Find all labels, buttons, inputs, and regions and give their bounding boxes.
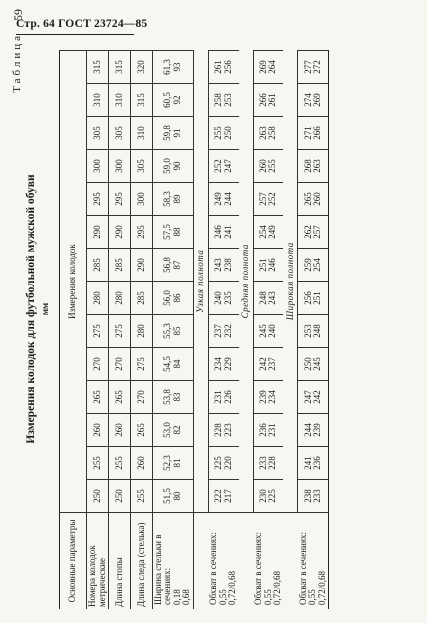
table-cell: 285 bbox=[87, 249, 109, 282]
table-cell bbox=[253, 480, 283, 513]
value-2: 263 bbox=[312, 159, 323, 173]
value-2: 239 bbox=[312, 423, 323, 437]
table-cell bbox=[153, 150, 194, 183]
value-2: 246 bbox=[267, 258, 278, 272]
value-2: 82 bbox=[171, 425, 182, 435]
table-cell bbox=[208, 348, 238, 381]
table-cell: 295 bbox=[109, 183, 131, 216]
value-1: 265 bbox=[302, 192, 313, 206]
table-cell: 300 bbox=[109, 150, 131, 183]
value-1: 251 bbox=[258, 258, 269, 272]
section-blank bbox=[193, 513, 208, 610]
header-params: Основные параметры bbox=[60, 513, 87, 610]
value-2: 232 bbox=[222, 324, 233, 338]
table-cell: 285 bbox=[109, 249, 131, 282]
value-2: 225 bbox=[267, 489, 278, 503]
table-cell bbox=[298, 249, 329, 282]
table-cell bbox=[208, 480, 238, 513]
section-title: Широкая полнота bbox=[283, 51, 298, 513]
table-cell bbox=[208, 84, 238, 117]
measurements-table bbox=[59, 50, 329, 609]
value-2: 251 bbox=[312, 291, 323, 305]
value-1: 274 bbox=[302, 93, 313, 107]
row-label-text: Обхват в сечениях: bbox=[253, 532, 264, 605]
table-cell bbox=[298, 480, 329, 513]
value-2: 254 bbox=[312, 258, 323, 272]
table-label: Таблица bbox=[11, 33, 23, 93]
value-1: 53,8 bbox=[162, 389, 173, 405]
table-cell: 260 bbox=[109, 414, 131, 447]
value-2: 83 bbox=[171, 392, 182, 402]
table-cell: 265 bbox=[87, 381, 109, 414]
row-sub-2: 0,72/0,68 bbox=[227, 570, 238, 605]
value-1: 254 bbox=[258, 225, 269, 239]
table-row bbox=[153, 51, 194, 610]
value-2: 236 bbox=[312, 456, 323, 470]
value-2: 269 bbox=[312, 93, 323, 107]
table-row bbox=[208, 51, 238, 610]
row-sub-1: 0,55 bbox=[262, 589, 273, 605]
table-cell bbox=[208, 216, 238, 249]
value-2: 85 bbox=[171, 326, 182, 336]
value-2: 229 bbox=[222, 357, 233, 371]
row-label: Длина следа (стелька) bbox=[131, 513, 153, 610]
table-cell: 310 bbox=[109, 84, 131, 117]
table-cell bbox=[153, 282, 194, 315]
value-1: 242 bbox=[258, 357, 269, 371]
value-2: 238 bbox=[222, 258, 233, 272]
value-1: 240 bbox=[213, 291, 224, 305]
value-2: 261 bbox=[267, 93, 278, 107]
table-cell bbox=[253, 84, 283, 117]
value-1: 225 bbox=[213, 456, 224, 470]
table-cell: 300 bbox=[87, 150, 109, 183]
table-cell bbox=[153, 51, 194, 84]
value-2: 240 bbox=[267, 324, 278, 338]
value-1: 52,3 bbox=[162, 455, 173, 471]
table-cell bbox=[298, 414, 329, 447]
table-row bbox=[87, 51, 109, 610]
table-cell bbox=[253, 150, 283, 183]
table-cell: 250 bbox=[87, 480, 109, 513]
table-cell bbox=[153, 480, 194, 513]
page-number: 59 bbox=[11, 9, 25, 21]
table-cell bbox=[208, 282, 238, 315]
row-label bbox=[298, 513, 329, 610]
value-1: 234 bbox=[213, 357, 224, 371]
value-1: 222 bbox=[213, 489, 224, 503]
row-sub-1: 0,18 bbox=[171, 589, 182, 605]
value-1: 241 bbox=[302, 456, 313, 470]
table-cell: 270 bbox=[87, 348, 109, 381]
table-cell bbox=[253, 315, 283, 348]
value-1: 244 bbox=[302, 423, 313, 437]
table-cell: 270 bbox=[109, 348, 131, 381]
table-row bbox=[131, 51, 153, 610]
table-cell: 290 bbox=[131, 249, 153, 282]
table-cell: 280 bbox=[87, 282, 109, 315]
table-cell: 295 bbox=[131, 216, 153, 249]
value-2: 260 bbox=[312, 192, 323, 206]
table-cell bbox=[208, 249, 238, 282]
table-cell: 290 bbox=[87, 216, 109, 249]
table-cell: 310 bbox=[87, 84, 109, 117]
value-1: 268 bbox=[302, 159, 313, 173]
value-1: 266 bbox=[258, 93, 269, 107]
value-1: 60,5 bbox=[162, 92, 173, 108]
row-sub-2: 0,72/0,68 bbox=[271, 570, 282, 605]
table-cell: 255 bbox=[87, 447, 109, 480]
rotated-table-page bbox=[7, 3, 417, 615]
table-cell bbox=[253, 348, 283, 381]
table-cell: 305 bbox=[131, 150, 153, 183]
value-1: 249 bbox=[213, 192, 224, 206]
table-cell: 280 bbox=[109, 282, 131, 315]
table-cell: 295 bbox=[87, 183, 109, 216]
value-1: 61,3 bbox=[162, 59, 173, 75]
table-cell: 260 bbox=[87, 414, 109, 447]
value-2: 257 bbox=[312, 225, 323, 239]
value-1: 259 bbox=[302, 258, 313, 272]
table-cell bbox=[253, 183, 283, 216]
value-1: 236 bbox=[258, 423, 269, 437]
table-cell bbox=[208, 414, 238, 447]
section-title-row bbox=[239, 51, 254, 610]
page-header: Стр. 64 ГОСТ 23724—85 bbox=[16, 18, 148, 30]
row-label-text: Обхват в сечениях: bbox=[208, 532, 219, 605]
row-sub-2: 0,72/0,68 bbox=[316, 570, 327, 605]
table-cell: 275 bbox=[109, 315, 131, 348]
value-2: 255 bbox=[267, 159, 278, 173]
value-1: 255 bbox=[213, 126, 224, 140]
value-2: 84 bbox=[171, 359, 182, 369]
row-label bbox=[208, 513, 238, 610]
value-1: 55,3 bbox=[162, 323, 173, 339]
table-cell bbox=[208, 315, 238, 348]
table-cell: 300 bbox=[131, 183, 153, 216]
table-cell bbox=[153, 381, 194, 414]
table-row bbox=[298, 51, 329, 610]
table-cell bbox=[153, 348, 194, 381]
table-cell bbox=[253, 447, 283, 480]
table-cell bbox=[298, 216, 329, 249]
table-cell: 315 bbox=[87, 51, 109, 84]
table-cell: 275 bbox=[87, 315, 109, 348]
row-label-text: Ширина стельки в сечениях: bbox=[153, 534, 173, 605]
row-label-text: Обхват в сечениях: bbox=[297, 532, 308, 605]
value-2: 90 bbox=[171, 161, 182, 171]
table-cell bbox=[253, 249, 283, 282]
table-cell bbox=[253, 117, 283, 150]
row-sub-1: 0,55 bbox=[307, 589, 318, 605]
table-cell: 275 bbox=[131, 348, 153, 381]
value-2: 223 bbox=[222, 423, 233, 437]
section-blank bbox=[283, 513, 298, 610]
value-2: 252 bbox=[267, 192, 278, 206]
value-1: 263 bbox=[258, 126, 269, 140]
value-2: 87 bbox=[171, 260, 182, 270]
table-cell bbox=[153, 447, 194, 480]
value-1: 258 bbox=[213, 93, 224, 107]
value-2: 217 bbox=[222, 489, 233, 503]
value-1: 59,8 bbox=[162, 125, 173, 141]
value-1: 54,5 bbox=[162, 356, 173, 372]
value-2: 256 bbox=[222, 60, 233, 74]
section-blank bbox=[239, 513, 254, 610]
value-1: 228 bbox=[213, 423, 224, 437]
row-label: Длина стопы bbox=[109, 513, 131, 610]
value-2: 92 bbox=[171, 95, 182, 105]
table-cell bbox=[298, 117, 329, 150]
table-cell bbox=[298, 381, 329, 414]
table-cell bbox=[153, 249, 194, 282]
table-cell bbox=[298, 84, 329, 117]
value-1: 231 bbox=[213, 390, 224, 404]
table-cell: 315 bbox=[109, 51, 131, 84]
value-2: 234 bbox=[267, 390, 278, 404]
table-cell bbox=[208, 51, 238, 84]
value-2: 247 bbox=[222, 159, 233, 173]
value-2: 245 bbox=[312, 357, 323, 371]
value-1: 53,0 bbox=[162, 422, 173, 438]
table-header-row bbox=[60, 51, 87, 610]
table-cell: 305 bbox=[109, 117, 131, 150]
value-2: 81 bbox=[171, 458, 182, 468]
table-cell: 315 bbox=[131, 84, 153, 117]
header-measurements: Измерения колодок bbox=[60, 51, 87, 513]
value-2: 237 bbox=[267, 357, 278, 371]
row-sub-1: 0,55 bbox=[217, 589, 228, 605]
value-2: 89 bbox=[171, 194, 182, 204]
value-1: 260 bbox=[258, 159, 269, 173]
row-label: Номера колодок метрические bbox=[87, 513, 109, 610]
table-cell bbox=[153, 315, 194, 348]
value-1: 56,8 bbox=[162, 257, 173, 273]
value-2: 80 bbox=[171, 491, 182, 501]
table-cell bbox=[153, 183, 194, 216]
value-2: 228 bbox=[267, 456, 278, 470]
value-2: 258 bbox=[267, 126, 278, 140]
value-1: 277 bbox=[302, 60, 313, 74]
row-sub-2: 0,68 bbox=[181, 589, 192, 605]
table-cell: 290 bbox=[109, 216, 131, 249]
value-1: 245 bbox=[258, 324, 269, 338]
value-2: 93 bbox=[171, 62, 182, 72]
value-2: 235 bbox=[222, 291, 233, 305]
table-cell bbox=[298, 150, 329, 183]
value-1: 59,0 bbox=[162, 158, 173, 174]
table-cell: 310 bbox=[131, 117, 153, 150]
value-1: 253 bbox=[302, 324, 313, 338]
table-cell: 260 bbox=[131, 447, 153, 480]
value-2: 231 bbox=[267, 423, 278, 437]
value-1: 247 bbox=[302, 390, 313, 404]
value-1: 243 bbox=[213, 258, 224, 272]
table-cell bbox=[208, 447, 238, 480]
table-cell bbox=[253, 381, 283, 414]
table-cell bbox=[298, 282, 329, 315]
table-cell: 250 bbox=[109, 480, 131, 513]
table-cell bbox=[298, 447, 329, 480]
table-cell bbox=[253, 282, 283, 315]
section-title: Средняя полнота bbox=[239, 51, 254, 513]
table-cell: 255 bbox=[131, 480, 153, 513]
value-1: 51,5 bbox=[162, 488, 173, 504]
value-2: 272 bbox=[312, 60, 323, 74]
value-1: 256 bbox=[302, 291, 313, 305]
value-1: 58,3 bbox=[162, 191, 173, 207]
value-2: 226 bbox=[222, 390, 233, 404]
table-cell bbox=[208, 183, 238, 216]
section-title-row bbox=[283, 51, 298, 610]
value-2: 233 bbox=[312, 489, 323, 503]
value-2: 244 bbox=[222, 192, 233, 206]
table-cell bbox=[208, 381, 238, 414]
value-2: 91 bbox=[171, 128, 182, 138]
value-2: 266 bbox=[312, 126, 323, 140]
value-2: 248 bbox=[312, 324, 323, 338]
value-1: 56,0 bbox=[162, 290, 173, 306]
table-cell: 285 bbox=[131, 282, 153, 315]
table-cell: 270 bbox=[131, 381, 153, 414]
table-title: Измерения колодок для футбольной мужской обуви bbox=[25, 174, 37, 444]
value-1: 246 bbox=[213, 225, 224, 239]
table-cell bbox=[153, 84, 194, 117]
table-cell bbox=[253, 414, 283, 447]
table-cell: 255 bbox=[109, 447, 131, 480]
table-row bbox=[109, 51, 131, 610]
value-1: 257 bbox=[258, 192, 269, 206]
table-cell: 305 bbox=[87, 117, 109, 150]
table-cell bbox=[253, 51, 283, 84]
value-2: 253 bbox=[222, 93, 233, 107]
row-label bbox=[253, 513, 283, 610]
table-cell bbox=[298, 183, 329, 216]
table-cell bbox=[153, 216, 194, 249]
table-cell bbox=[208, 150, 238, 183]
value-2: 220 bbox=[222, 456, 233, 470]
value-1: 237 bbox=[213, 324, 224, 338]
table-units: мм bbox=[40, 302, 50, 316]
value-2: 88 bbox=[171, 227, 182, 237]
table-cell bbox=[298, 51, 329, 84]
value-1: 261 bbox=[213, 60, 224, 74]
value-1: 238 bbox=[302, 489, 313, 503]
table-cell: 280 bbox=[131, 315, 153, 348]
value-1: 57,5 bbox=[162, 224, 173, 240]
table-row bbox=[253, 51, 283, 610]
value-2: 250 bbox=[222, 126, 233, 140]
table-cell: 320 bbox=[131, 51, 153, 84]
value-1: 230 bbox=[258, 489, 269, 503]
value-1: 248 bbox=[258, 291, 269, 305]
value-1: 239 bbox=[258, 390, 269, 404]
value-2: 249 bbox=[267, 225, 278, 239]
section-title-row bbox=[193, 51, 208, 610]
table-cell bbox=[298, 315, 329, 348]
value-2: 243 bbox=[267, 291, 278, 305]
value-1: 269 bbox=[258, 60, 269, 74]
value-1: 250 bbox=[302, 357, 313, 371]
value-2: 241 bbox=[222, 225, 233, 239]
value-2: 242 bbox=[312, 390, 323, 404]
value-1: 252 bbox=[213, 159, 224, 173]
value-2: 86 bbox=[171, 293, 182, 303]
table-cell bbox=[208, 117, 238, 150]
table-cell bbox=[253, 216, 283, 249]
table-cell bbox=[298, 348, 329, 381]
value-1: 271 bbox=[302, 126, 313, 140]
table-cell: 265 bbox=[131, 414, 153, 447]
table-cell bbox=[153, 117, 194, 150]
table-cell bbox=[153, 414, 194, 447]
table-cell: 265 bbox=[109, 381, 131, 414]
row-label bbox=[153, 513, 194, 610]
section-title: Узкая полнота bbox=[193, 51, 208, 513]
value-1: 233 bbox=[258, 456, 269, 470]
value-2: 264 bbox=[267, 60, 278, 74]
value-1: 262 bbox=[302, 225, 313, 239]
